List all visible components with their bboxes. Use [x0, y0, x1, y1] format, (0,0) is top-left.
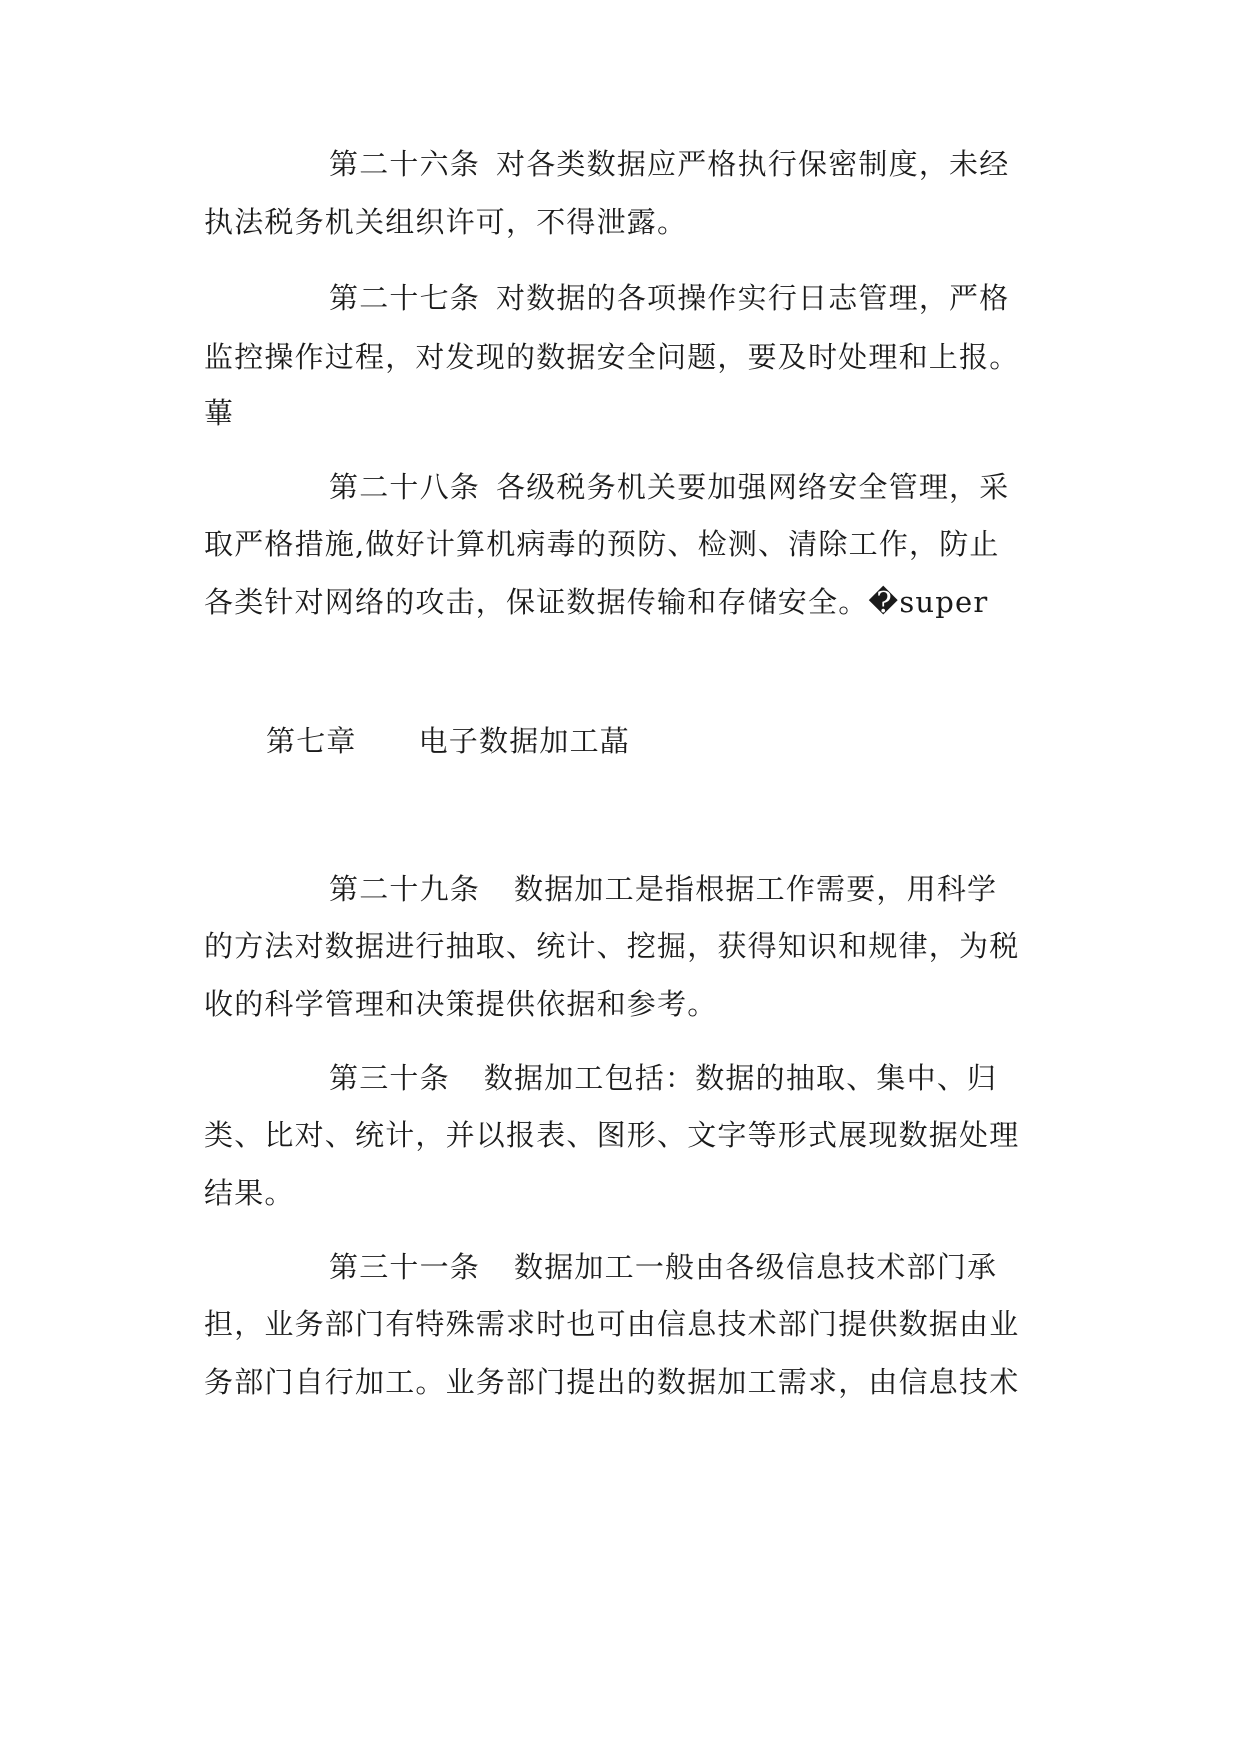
article-28-line-3: 各类针对网络的攻击，保证数据传输和存储安全。�super: [204, 585, 989, 619]
article-27-line-2: 监控操作过程，对发现的数据安全问题，要及时处理和上报。: [204, 340, 1020, 374]
article-31-line-1: [329, 1250, 997, 1284]
article-26-line-1: [329, 147, 1009, 181]
article-27-line-3: 蓽: [204, 396, 235, 430]
article-26-label: 第二十六条: [329, 147, 481, 181]
article-29-label: 第二十九条: [329, 872, 481, 906]
chapter-title: 电子数据加工蕌: [418, 724, 631, 758]
article-31-label: 第三十一条: [329, 1250, 481, 1284]
chapter-heading: [266, 724, 630, 758]
article-30-line-1: [329, 1061, 997, 1095]
article-27-text-1: 对数据的各项操作实行日志管理，严格: [496, 281, 1010, 315]
article-31-line-3: 务部门自行加工。业务部门提出的数据加工需求，由信息技术: [204, 1365, 1020, 1399]
article-29-line-3: 收的科学管理和决策提供依据和参考。: [204, 987, 718, 1021]
article-30-line-3: 结果。: [204, 1176, 295, 1210]
article-29-line-1: [329, 872, 997, 906]
article-29-line-2: 的方法对数据进行抽取、统计、挖掘，获得知识和规律，为税: [204, 929, 1020, 963]
article-27-line-1: [329, 281, 1009, 315]
article-31-line-2: 担，业务部门有特殊需求时也可由信息技术部门提供数据由业: [204, 1307, 1020, 1341]
article-30-text-1: 数据加工包括：数据的抽取、集中、归: [483, 1061, 998, 1095]
article-28-line-1: [329, 470, 1009, 504]
article-30-line-2: 类、比对、统计，并以报表、图形、文字等形式展现数据处理: [204, 1118, 1020, 1152]
article-28-text-1: 各级税务机关要加强网络安全管理，采: [496, 470, 1010, 504]
article-29-text-1: 数据加工是指根据工作需要，用科学: [514, 872, 998, 906]
article-26-text-1: 对各类数据应严格执行保密制度，未经: [496, 147, 1010, 181]
article-28-label: 第二十八条: [329, 470, 481, 504]
article-28-line-2: 取严格措施,做好计算机病毒的预防、检测、清除工作，防止: [204, 527, 1000, 561]
article-31-text-1: 数据加工一般由各级信息技术部门承: [514, 1250, 998, 1284]
article-30-label: 第三十条: [329, 1061, 450, 1095]
article-26-line-2: 执法税务机关组织许可，不得泄露。: [204, 205, 688, 239]
article-27-label: 第二十七条: [329, 281, 481, 315]
chapter-number: 第七章: [266, 724, 357, 758]
